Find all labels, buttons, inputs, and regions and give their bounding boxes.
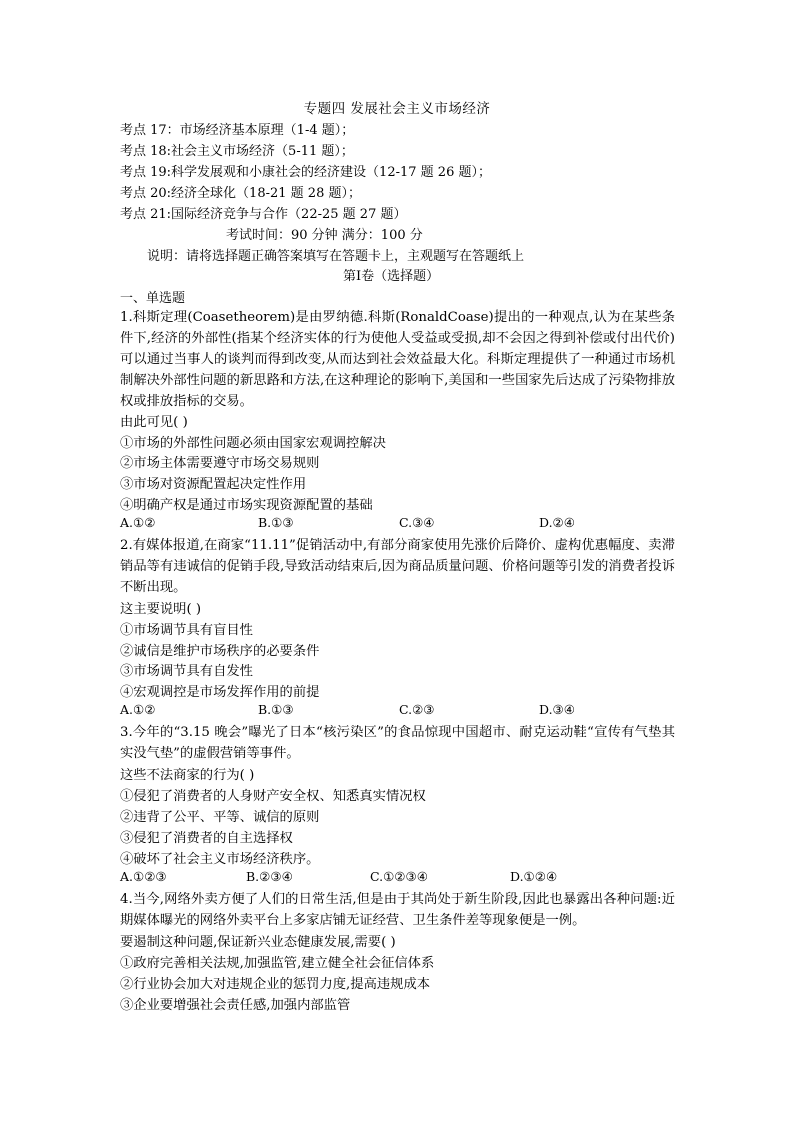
- option-a[interactable]: A.①②: [120, 702, 156, 717]
- question-3-item-2: ②违背了公平、平等、诚信的原则: [120, 810, 320, 825]
- option-b[interactable]: B.①③: [258, 702, 294, 717]
- question-2-stem: 2.有媒体报道,在商家“11.11”促销活动中,有部分商家使用先涨价后降价、虚构优惠幅度、卖滞销品等有违诚信的促销手段,导致活动结束后,因为商品质量问题、价格问题等引发的消费者投诉不断出现。: [120, 538, 675, 595]
- question-3-item-4: ④破坏了社会主义市场经济秩序。: [120, 852, 320, 867]
- question-1-item-1: ①市场的外部性问题必须由国家宏观调控解决: [120, 436, 386, 451]
- question-2-item-4: ④宏观调控是市场发挥作用的前提: [120, 685, 320, 700]
- question-3-prompt: 这些不法商家的行为( ): [120, 768, 255, 783]
- section-title: 一、单选题: [120, 291, 186, 306]
- question-1-prompt: 由此可见( ): [120, 415, 188, 430]
- exam-point-17: 考点 17：市场经济基本原理（1-4 题）；: [120, 123, 355, 138]
- question-4-prompt: 要遏制这种问题,保证新兴业态健康发展,需要( ): [120, 935, 396, 950]
- question-2-options: [120, 702, 680, 722]
- question-3-stem: 3.今年的“3.15 晚会”曝光了日本“核污染区”的食品惊现中国超市、耐克运动鞋“宣传有气垫其实没气垫”的虚假营销等事件。: [120, 725, 675, 761]
- question-2-item-2: ②诚信是维护市场秩序的必要条件: [120, 644, 320, 659]
- exam-point-19: 考点 19:科学发展观和小康社会的经济建设（12-17 题 26 题）；: [120, 165, 491, 180]
- exam-info: 考试时间：90 分钟 满分：100 分: [226, 228, 423, 243]
- question-2-item-1: ①市场调节具有盲目性: [120, 623, 253, 638]
- question-1-item-3: ③市场对资源配置起决定性作用: [120, 477, 307, 492]
- exam-point-20: 考点 20:经济全球化（18-21 题 28 题）；: [120, 186, 361, 201]
- question-1-item-2: ②市场主体需要遵守市场交易规则: [120, 456, 320, 471]
- option-b[interactable]: B.①③: [258, 515, 294, 530]
- question-4-item-3: ③企业要增强社会责任感,加强内部监管: [120, 998, 351, 1013]
- option-d[interactable]: D.①②④: [510, 869, 558, 884]
- option-d[interactable]: D.②④: [539, 515, 575, 530]
- question-1-item-4: ④明确产权是通过市场实现资源配置的基础: [120, 498, 373, 513]
- volume-title: 第Ⅰ卷（选择题）: [343, 269, 440, 284]
- option-a[interactable]: A.①②: [120, 515, 156, 530]
- question-1-stem: 1.科斯定理(Coasetheorem)是由罗纳德.科斯(RonaldCoase)提出的一种观点,认为在某些条件下,经济的外部性(指某个经济实体的行为使他人受益或受损,却不会因之得到补偿或付出代价)可以通过当事人的谈判而得到改变,从而达到社会效益最大化。科斯定理提供了一种通过市场机制解决外部性问题的新思路和方法,在这种理论的影响下,美国和一些国家先后达成了污染物排放权或排放指标的交易。: [120, 310, 675, 409]
- question-3-options: [120, 869, 680, 889]
- exam-point-18: 考点 18:社会主义市场经济（5-11 题）；: [120, 144, 354, 159]
- option-c[interactable]: C.②③: [399, 702, 435, 717]
- option-d[interactable]: D.③④: [539, 702, 575, 717]
- question-4-item-2: ②行业协会加大对违规企业的惩罚力度,提高违规成本: [120, 977, 431, 992]
- question-4-stem: 4.当今,网络外卖方便了人们的日常生活,但是由于其尚处于新生阶段,因此也暴露出各种问题:近期媒体曝光的网络外卖平台上多家店铺无证经营、卫生条件差等现象便是一例。: [120, 892, 675, 928]
- question-2-item-3: ③市场调节具有自发性: [120, 664, 253, 679]
- document-title: 专题四 发展社会主义市场经济: [303, 101, 491, 117]
- instructions: 说明：请将选择题正确答案填写在答题卡上，主观题写在答题纸上: [147, 249, 525, 264]
- option-a[interactable]: A.①②③: [120, 869, 167, 884]
- question-2-prompt: 这主要说明( ): [120, 602, 202, 617]
- option-c[interactable]: C.③④: [399, 515, 435, 530]
- option-b[interactable]: B.②③④: [246, 869, 293, 884]
- question-3-item-3: ③侵犯了消费者的自主选择权: [120, 831, 293, 846]
- option-c[interactable]: C.①②③④: [370, 869, 428, 884]
- question-4-item-1: ①政府完善相关法规,加强监管,建立健全社会征信体系: [120, 956, 435, 971]
- question-1-options: [120, 515, 680, 535]
- question-3-item-1: ①侵犯了消费者的人身财产安全权、知悉真实情况权: [120, 789, 426, 804]
- exam-point-21: 考点 21:国际经济竞争与合作（22-25 题 27 题）: [120, 207, 407, 222]
